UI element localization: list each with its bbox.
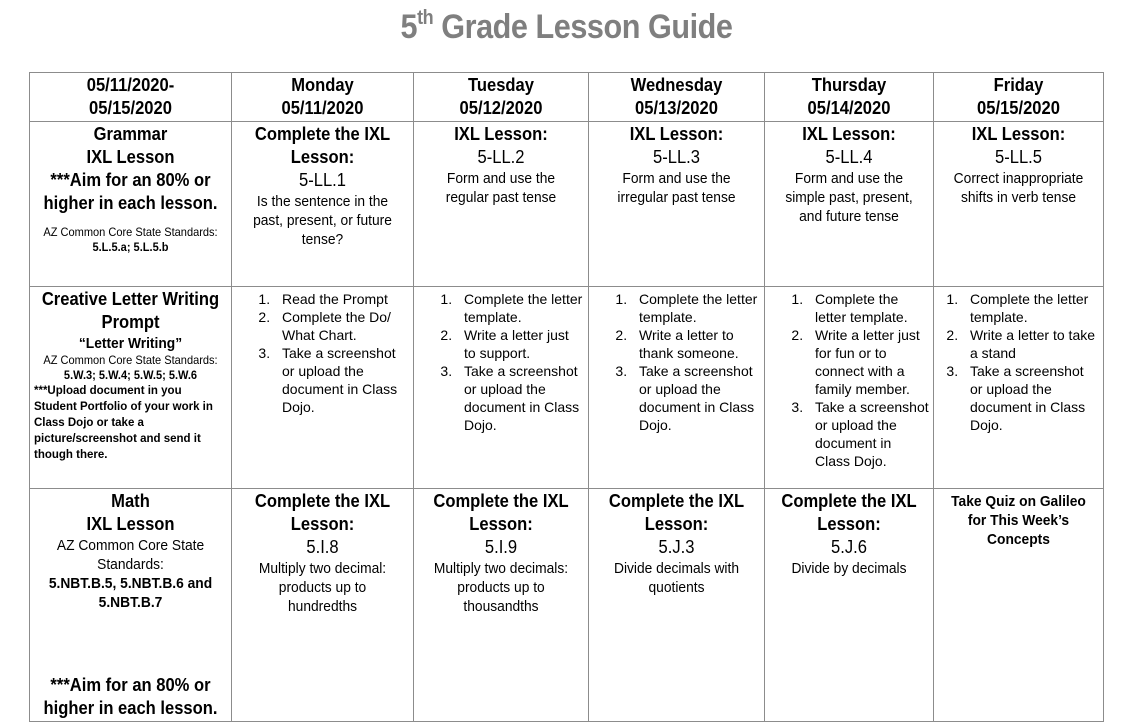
writing-monday [232,287,414,489]
aim-note: ***Aim for an 80% or higher in each lesson. [43,675,218,718]
step-item: 1. Complete the letter template. [631,290,760,326]
header-tuesday [414,73,589,122]
steps-list [236,290,409,416]
lesson-heading: IXL Lesson: [971,124,1066,144]
writing-subject-cell [30,287,232,489]
lesson-code: 5-LL.5 [995,147,1042,167]
steps-list [938,290,1099,434]
lesson-heading: Complete the IXL Lesson: [433,491,569,534]
header-wednesday [589,73,765,122]
title-text: Grade Lesson Guide [441,8,733,46]
standards-label: AZ Common Core State Standards: [56,537,205,573]
lesson-description: Multiply two decimals: products up to thousandths [433,560,569,615]
lesson-code: 5.I.8 [306,537,339,557]
writing-tuesday [414,287,589,489]
lesson-heading: IXL Lesson: [454,124,548,144]
day-date: 05/13/2020 [635,98,718,118]
header-row [30,73,1104,122]
math-subject-cell [30,489,232,722]
steps-list [593,290,760,434]
page-title [57,8,1077,47]
lesson-code: 5-LL.3 [653,147,700,167]
subject-title: Grammar [93,124,168,144]
step-item: 2. Write a letter to take a stand [962,326,1099,362]
week-end: 05/15/2020 [89,98,172,118]
math-tuesday [414,489,589,722]
day-name: Wednesday [630,75,723,95]
steps-list [418,290,584,434]
lesson-heading: Complete the IXL Lesson: [781,491,917,534]
week-range-cell [30,73,232,122]
grammar-row [30,122,1104,287]
lesson-code: 5.J.3 [658,537,695,557]
standards-label: AZ Common Core State Standards: [43,225,218,239]
day-name: Friday [993,75,1044,95]
grammar-tuesday [414,122,589,287]
writing-wednesday [589,287,765,489]
lesson-description: Form and use the irregular past tense [617,170,736,206]
header-friday [934,73,1104,122]
step-item: 3. Take a screenshot or upload the document in Class Dojo. [274,344,409,416]
math-monday [232,489,414,722]
lesson-guide-table [29,72,1104,722]
day-date: 05/12/2020 [459,98,543,118]
grammar-monday [232,122,414,287]
grammar-wednesday [589,122,765,287]
quiz-note: Take Quiz on Galileo for This Week’s Concepts [951,493,1086,548]
step-item: 1. Complete the letter template. [807,290,929,326]
lesson-description: Form and use the simple past, present, and future tense [785,170,913,225]
step-item: 2. Complete the Do/ What Chart. [274,308,409,344]
grammar-friday [934,122,1104,287]
lesson-type: IXL Lesson [86,514,175,534]
week-start: 05/11/2020- [86,75,175,95]
day-name: Tuesday [468,75,534,95]
day-name: Monday [291,75,354,95]
standards-codes: 5.W.3; 5.W.4; 5.W.5; 5.W.6 [63,368,198,382]
math-row [30,489,1104,722]
step-item: 3. Take a screenshot or upload the document in Class Dojo. [456,362,584,434]
day-date: 05/11/2020 [281,98,364,118]
writing-friday [934,287,1104,489]
math-friday [934,489,1104,722]
standards-codes: 5.L.5.a; 5.L.5.b [92,240,169,254]
step-item: 2. Write a letter to thank someone. [631,326,760,362]
grammar-thursday [765,122,934,287]
step-item: 1. Read the Prompt [274,290,409,308]
lesson-heading: Complete the IXL Lesson: [608,491,745,534]
lesson-heading: Complete the IXL Lesson: [254,124,391,167]
math-thursday [765,489,934,722]
aim-note: ***Aim for an 80% or higher in each lesson. [43,170,218,213]
day-date: 05/14/2020 [807,98,891,118]
lesson-description: Multiply two decimal: products up to hundredths [258,560,387,615]
lesson-code: 5-LL.4 [825,147,873,167]
lesson-heading: Complete the IXL Lesson: [254,491,391,534]
lesson-description: Divide decimals with quotients [613,560,740,596]
writing-quote: “Letter Writing” [78,335,183,352]
step-item: 3. Take a screenshot or upload the document in Class Dojo. [631,362,760,434]
lesson-code: 5.I.9 [484,537,518,557]
step-item: 3. Take a screenshot or upload the document in Class Dojo. [962,362,1099,434]
subject-title: Math [111,491,150,511]
step-item: 1. Complete the letter template. [456,290,584,326]
header-thursday [765,73,934,122]
lesson-heading: IXL Lesson: [802,124,896,144]
standards-label: AZ Common Core State Standards: [43,353,218,367]
lesson-heading: IXL Lesson: [629,124,724,144]
step-item: 3. Take a screenshot or upload the document in Class Dojo. [807,398,929,470]
lesson-type: IXL Lesson [86,147,175,167]
lesson-code: 5.J.6 [831,537,867,557]
step-item: 2. Write a letter just to support. [456,326,584,362]
subject-title: Creative Letter Writing Prompt [41,289,220,332]
day-name: Thursday [811,75,887,95]
grammar-subject-cell [30,122,232,287]
lesson-description: Correct inappropriate shifts in verb tense [953,170,1084,206]
steps-list [769,290,929,470]
math-wednesday [589,489,765,722]
writing-row [30,287,1104,489]
day-date: 05/15/2020 [977,98,1060,118]
upload-note: ***Upload document in you Student Portfolio of your work in Class Dojo or take a picture/screenshot and send it though there. [34,385,213,461]
header-monday [232,73,414,122]
lesson-description: Is the sentence in the past, present, or future tense? [253,193,392,248]
writing-thursday [765,287,934,489]
title-ordinal-suffix: th [417,6,434,29]
step-item: 1. Complete the letter template. [962,290,1099,326]
lesson-code: 5-LL.2 [477,147,525,167]
step-item: 2. Write a letter just for fun or to connect with a family member. [807,326,929,398]
standards-codes: 5.NBT.B.5, 5.NBT.B.6 and 5.NBT.B.7 [48,575,213,611]
lesson-description: Divide by decimals [791,560,907,577]
lesson-code: 5-LL.1 [299,170,346,190]
lesson-description: Form and use the regular past tense [445,170,557,206]
title-ordinal-number: 5 [400,8,418,46]
